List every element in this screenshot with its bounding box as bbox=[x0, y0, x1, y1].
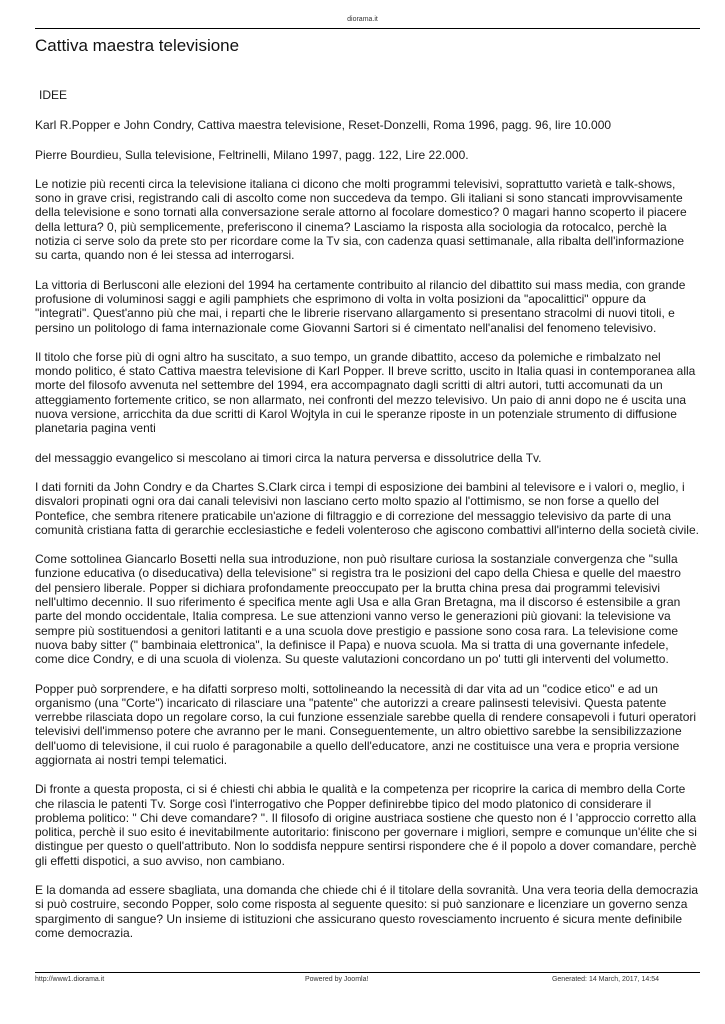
paragraph: E la domanda ad essere sbagliata, una domanda che chiede chi é il titolare della sovranità. Una vera teoria della democrazia si può costruire, secondo Popper, solo come risposta al seguente quesito: si può sanzionare e licenziare un governo senza spargimento di sangue? Un insieme di istituzioni che assicurano questo rovesciamento incruento é sicura mente definibile come democrazia. bbox=[35, 883, 699, 940]
reference-bourdieu: Pierre Bourdieu, Sulla televisione, Feltrinelli, Milano 1997, pagg. 122, Lire 22.000. bbox=[35, 147, 469, 162]
paragraph: Il titolo che forse più di ogni altro ha suscitato, a suo tempo, un grande dibattito, acceso da polemiche e rimbalzato nel mondo politico, é stato Cattiva maestra televisione di Karl Popper. Il breve scritto, uscito in Italia quasi in contemporanea alla morte del filosofo avvenuta nel settembre del 1994, era accompagnato dagli scritti di altri autori, tutti accomunati da un atteggiamento fortemente critico, se non allarmato, nei confronti del mezzo televisivo. Un paio di anni dopo ne é uscita una nuova versione, arricchita da due scritti di Karol Wojtyla in cui le speranze riposte in un potenziale strumento di diffusione planetaria pagina venti bbox=[35, 349, 696, 436]
site-name[interactable]: diorama.it bbox=[347, 16, 378, 23]
section-label: IDEE bbox=[39, 88, 68, 102]
paragraph: Come sottolinea Giancarlo Bosetti nella sua introduzione, non può risultare curiosa la sostanziale convergenza che "sulla funzione educativa (o diseducativa) della televisione" si registra tra le posizioni del capo della Chiesa e quelle del maestro del pensiero liberale. Popper si dichiara profondamente preoccupato per la brutta china presa dai programmi televisivi nell'ultimo decennio. Il suo riferimento é specifica mente agli Usa e alla Gran Bretagna, ma il discorso é estensibile a gran parte del mondo occidentale, Italia compresa. Le sue attenzioni vanno verso le generazioni più giovani: la televisione va sempre più sostituendosi a genitori latitanti e a una scuola dove prestigio e passione sono cosa rara. La televisione come nuova baby sitter (" bambinaia elettronica", la definisce il Papa) e nuova scuola. Ma si tratta di una governante infedele, come dice Condry, e di una scuola di violenza. Su queste valutazioni concordano un po' tutti gli interventi del volumetto. bbox=[35, 552, 681, 667]
footer-url-link[interactable]: http://www1.diorama.it bbox=[35, 976, 105, 983]
footer-powered-by: Powered by Joomla! bbox=[305, 976, 369, 983]
footer-generated-date: Generated: 14 March, 2017, 14:54 bbox=[551, 976, 659, 983]
paragraph: del messaggio evangelico si mescolano ai timori circa la natura perversa e dissolutrice della Tv. bbox=[35, 450, 542, 465]
header-divider bbox=[35, 28, 700, 29]
paragraph: Le notizie più recenti circa la televisione italiana ci dicono che molti programmi televisivi, soprattutto varietà e talk-shows, sono in grave crisi, registrando cali di ascolto come non succedeva da tempo. Gli italiani si sono stancati improvvisamente della televisione e sono tornati alla conversazione serale attorno al focolare domestico? 0 magari hanno scoperto il piacere della lettura? 0, più semplicemente, preferiscono il cinema? Lasciamo la risposta alla sociologia da rotocalco, perchè la notizia ci serve solo da prete sto per ricordare come la Tv sia, con cadenza quasi settimanale, alla ribalta dell'informazione su carta, quando non é lei stessa ad interrogarsi. bbox=[35, 176, 687, 263]
reference-popper: Karl R.Popper e John Condry, Cattiva maestra televisione, Reset-Donzelli, Roma 1996, pagg. 96, lire 10.000 bbox=[35, 118, 612, 133]
paragraph: Popper può sorprendere, e ha difatti sorpreso molti, sottolineando la necessità di dar vita ad un "codice etico" e ad un organismo (una "Corte") incaricato di rilasciare una "patente" che autorizzi a creare palinsesti televisivi. Questa patente verrebbe rilasciata dopo un regolare corso, la cui funzione essenziale sarebbe quella di rendere consapevoli i futuri operatori televisivi dell'immenso potere che avranno per le mani. Conseguentemente, un altro obiettivo sarebbe la sensibilizzazione dell'uomo di televisione, il cui ruolo é paragonabile a quello dell'educatore, anzi ne costituisce una vera e propria versione aggiornata ai nostri tempi telematici. bbox=[35, 681, 697, 767]
page-header bbox=[0, 0, 725, 29]
paragraph: I dati forniti da John Condry e da Chartes S.Clark circa i tempi di esposizione dei bambini al televisore e i valori o, meglio, i disvalori propinati ogni ora dai canali televisivi non lasciano certo molto spazio al l'ottimismo, se non forse a quello del Pontefice, che sembra ritenere praticabile un'azione di filtraggio e di correzione del messaggio televisivo da parte di una comunità cristiana fatta di gerarchie ecclesiastiche e fedeli volenteroso che agiscono combattivi all'interno della società civile. bbox=[35, 479, 699, 537]
paragraph: Di fronte a questa proposta, ci si é chiesti chi abbia le qualità e la competenza per ricoprire la carica di membro della Corte che rilascia le patenti Tv. Sorge così l'interrogativo che Popper definirebbe tipico del modo platonico di considerare il problema politico: " Chi deve comandare? ". Il filosofo di origine austriaca sostiene che questo non é l 'approccio corretto alla politica, perchè il suo esito é inevitabilmente autoritario: finiscono per governare i migliori, sempre e comunque un'élite che si distingue per questo o quell'attributo. Non lo soddisfa neppure sentirsi rispondere che é il popolo a dover comandare, perchè gli effetti dispotici, a suo avviso, non cambiano. bbox=[35, 782, 697, 868]
footer-divider bbox=[35, 972, 700, 973]
article-title: Cattiva maestra televisione bbox=[35, 36, 240, 55]
paragraph: La vittoria di Berlusconi alle elezioni del 1994 ha certamente contribuito al rilancio del dibattito sui mass media, con grande profusione di voluminosi saggi e agili pamphiets che esprimono di volta in volta posizioni da "apocalittici" oppure da "integrati". Quest'anno più che mai, i reparti che le librerie riservano allargamento si presentano stracolmi di nuovi titoli, e persino un politologo di fama internazionale come Giovanni Sartori si é cimentato nell'analisi del fenomeno televisivo. bbox=[35, 277, 686, 335]
article-body bbox=[35, 88, 700, 955]
